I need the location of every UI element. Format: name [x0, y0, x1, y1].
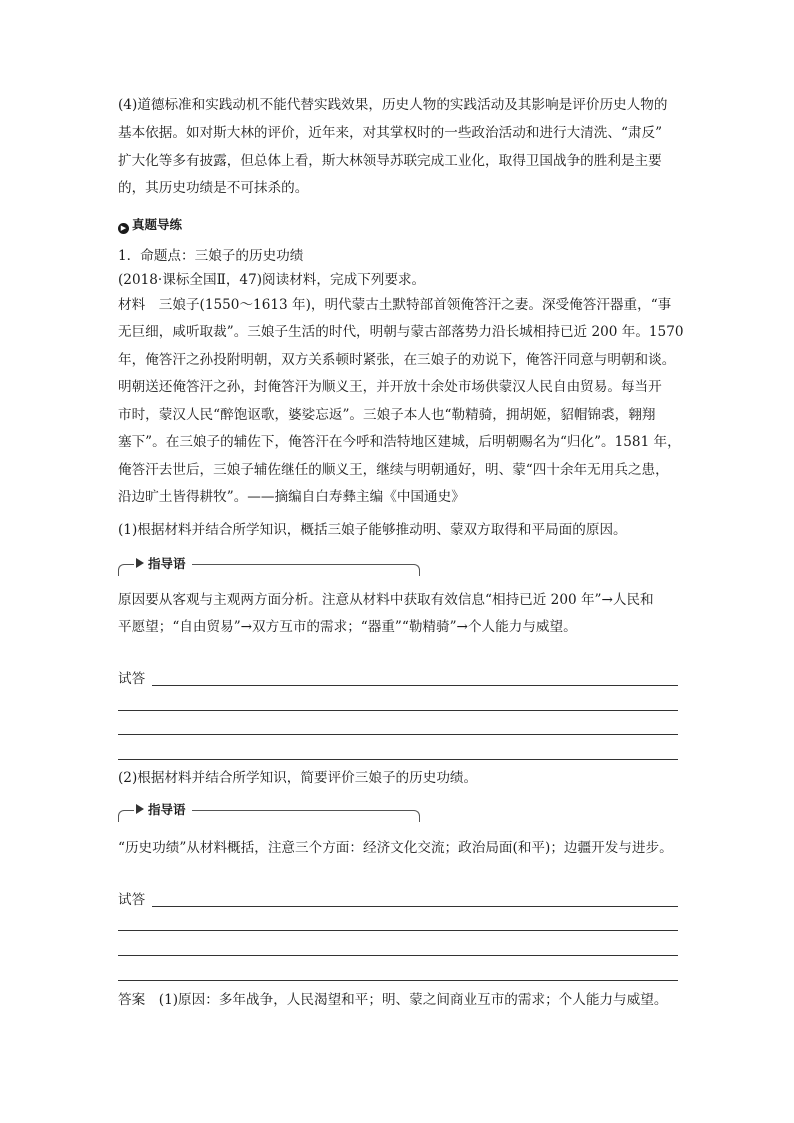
intro-line-4: 的，其历史功绩是不可抹杀的。 [118, 180, 309, 196]
answer-label: 试答 [118, 892, 146, 908]
guide-box-1 [118, 555, 420, 575]
answer-line [152, 685, 678, 686]
answer-line[interactable] [118, 759, 678, 760]
answer-line[interactable] [118, 734, 678, 735]
answer-line[interactable] [118, 980, 678, 981]
material-line-2: 无巨细，咸听取裁”。三娘子生活的时代，明朝与蒙古部落势力沿长城相持已近 200 年。1570 [118, 324, 684, 340]
guide2-line-1: “历史功绩”从材料概括，注意三个方面：经济文化交流；政治局面(和平)；边疆开发与进步。 [118, 840, 673, 856]
answer-label: 试答 [118, 671, 146, 687]
sub2-prompt: (2)根据材料并结合所学知识，简要评价三娘子的历史功绩。 [118, 770, 478, 786]
guide1-line-2: 平愿望；“自由贸易”→双方互市的需求；“器重”“勒精骑”→个人能力与威望。 [118, 619, 577, 635]
intro-line-3: 扩大化等多有披露，但总体上看，斯大林领导苏联完成工业化，取得卫国战争的胜利是主要 [118, 153, 662, 169]
intro-line-2: 基本依据。如对斯大林的评价，近年来，对其掌权时的一些政治活动和进行大清洗、“肃反” [118, 125, 663, 141]
material-line-6: 塞下”。在三娘子的辅佐下，俺答汗在今呼和浩特地区建城，后明朝赐名为“归化”。1581 年， [118, 434, 681, 450]
guide-label: 指导语 [134, 555, 192, 573]
material-line-1: 材料 三娘子(1550～1613 年)，明代蒙古土默特部首领俺答汗之妻。深受俺答汗器重，“事 [118, 297, 672, 313]
answer-line[interactable] [118, 955, 678, 956]
question-source: (2018·课标全国Ⅱ，47)阅读材料，完成下列要求。 [118, 272, 426, 288]
intro-line-1: (4)道德标准和实践动机不能代替实践效果，历史人物的实践活动及其影响是评价历史人物的 [118, 97, 668, 113]
guide1-line-1: 原因要从客观与主观两方面分析。注意从材料中获取有效信息“相持已近 200 年”→人民和 [118, 592, 654, 608]
answer-line[interactable] [118, 710, 678, 711]
material-line-5: 市时，蒙汉人民“醉饱讴歌，婆娑忘返”。三娘子本人也“勒精骑，拥胡姬，貂帽锦裘，翱翔 [118, 407, 656, 423]
section-title: 真题导练 [132, 217, 183, 232]
answer-field-2[interactable] [118, 890, 678, 910]
arrow-right-icon [136, 558, 144, 568]
answer-line[interactable] [118, 930, 678, 931]
material-line-7: 俺答汗去世后，三娘子辅佐继任的顺义王，继续与明朝通好，明、蒙“四十余年无用兵之患， [118, 462, 669, 478]
material-line-8: 沿边旷土皆得耕牧”。——摘编自白寿彝主编《中国通史》 [118, 489, 465, 505]
guide-box-2 [118, 801, 420, 821]
question-title: 1．命题点：三娘子的历史功绩 [118, 248, 304, 264]
sub1-prompt: (1)根据材料并结合所学知识，概括三娘子能够推动明、蒙双方取得和平局面的原因。 [118, 522, 627, 538]
play-circle-icon: ▶ [118, 223, 129, 234]
answer-line [152, 906, 678, 907]
material-line-4: 明朝送还俺答汗之孙，封俺答汗为顺义王，并开放十余处市场供蒙汉人民自由贸易。每当开 [118, 379, 662, 395]
material-line-3: 年，俺答汗之孙投附明朝，双方关系顿时紧张，在三娘子的劝说下，俺答汗同意与明朝和谈。 [118, 352, 676, 368]
answer-text: 答案 (1)原因：多年战争，人民渴望和平；明、蒙之间商业互市的需求；个人能力与威望。 [118, 992, 668, 1008]
arrow-right-icon [136, 804, 144, 814]
guide-label: 指导语 [134, 801, 192, 819]
answer-field-1[interactable] [118, 669, 678, 689]
section-heading [118, 215, 182, 235]
